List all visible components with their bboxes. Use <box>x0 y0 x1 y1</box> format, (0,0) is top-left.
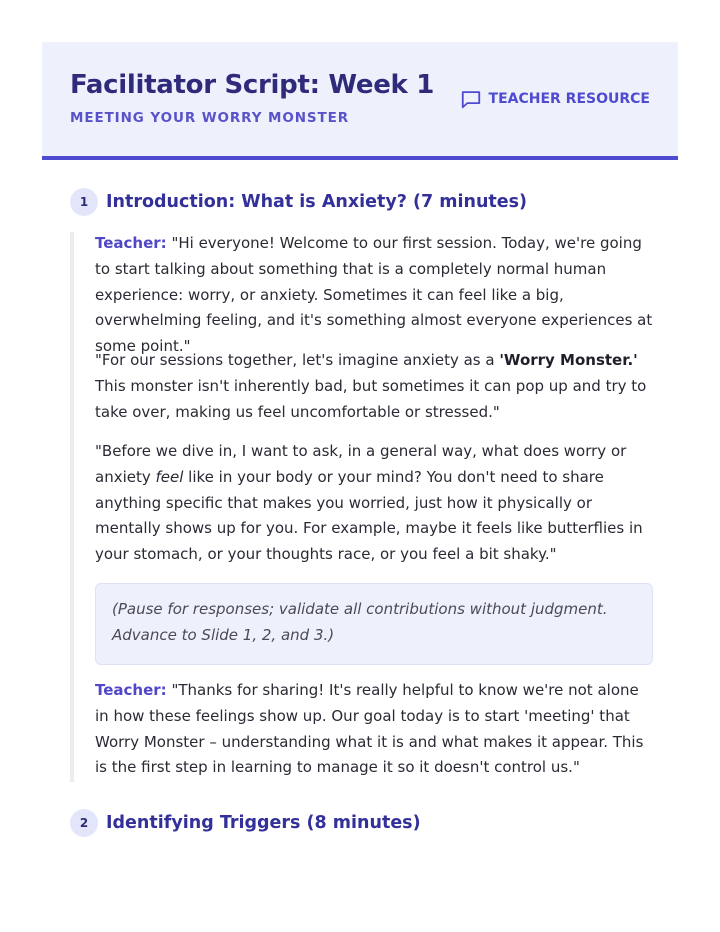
paragraph-text: "Before we dive in, I want to ask, in a general way, what does worry or anxiety <box>95 442 627 486</box>
note-text: (Pause for responses; validate all contributions without judgment. Advance to Slide 1, 2, and 3.) <box>112 600 608 644</box>
paragraph-text: like in your body or your mind? You don't need to share anything specific that makes you worried, just how it physically or mentally shows up for you. For example, maybe it feels like butterflies in your stomach, or your thoughts race, or you feel a bit shaky." <box>95 467 643 564</box>
paragraph-text: "Hi everyone! Welcome to our first session. Today, we're going to start talking about something that is a completely normal human experience: worry, or anxiety. Sometimes it can feel like a big, overwhelming feeling, and it's something almost everyone experiences at some point." <box>95 234 653 356</box>
page-title: Facilitator Script: Week 1 <box>70 70 435 100</box>
resource-badge-label: TEACHER RESOURCE <box>488 91 650 107</box>
emphasis-text: feel <box>155 467 184 486</box>
script-paragraph <box>95 348 653 425</box>
paragraph-text: "For our sessions together, let's imagine anxiety as a <box>95 351 500 369</box>
script-paragraph <box>95 439 653 568</box>
section-heading-2 <box>70 809 421 837</box>
paragraph-text: This monster isn't inherently bad, but sometimes it can pop up and try to take over, making us feel uncomfortable or stressed." <box>95 376 647 421</box>
document-header <box>42 42 678 160</box>
paragraph-text: "Thanks for sharing! It's really helpful to know we're not alone in how these feelings show up. Our goal today is to start 'meeting' that Worry Monster – understanding what it is and what makes it appear. This is the first step in learning to manage it so it doesn't control us." <box>95 681 644 777</box>
section-heading-1 <box>70 188 527 216</box>
speaker-label: Teacher: <box>95 681 167 699</box>
page-subtitle: MEETING YOUR WORRY MONSTER <box>70 110 350 126</box>
facilitator-note <box>95 583 653 665</box>
section-title: Identifying Triggers (8 minutes) <box>106 813 421 833</box>
message-square-icon <box>460 88 482 110</box>
emphasis-text: 'Worry Monster.' <box>499 351 638 369</box>
resource-badge <box>460 88 650 110</box>
section-number: 1 <box>70 188 98 216</box>
script-paragraph <box>95 678 653 781</box>
section-number: 2 <box>70 809 98 837</box>
section-title: Introduction: What is Anxiety? (7 minutes) <box>106 192 528 212</box>
script-block <box>70 232 653 782</box>
speaker-label: Teacher: <box>95 234 167 252</box>
script-paragraph <box>95 231 653 360</box>
